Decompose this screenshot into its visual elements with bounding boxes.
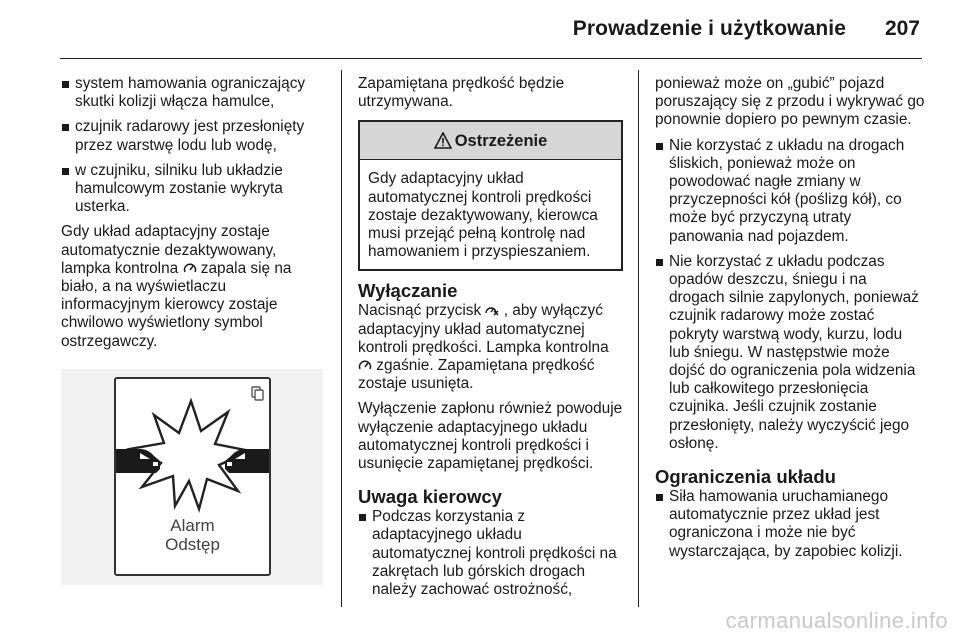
intro-paragraph: Zapamiętana prędkość będzie utrzymywana. — [358, 75, 565, 111]
column-2 — [358, 75, 623, 606]
cruise-control-icon — [358, 359, 372, 371]
page-header — [0, 0, 960, 60]
watermark: carmanualsonline.info — [725, 608, 948, 633]
heading-ograniczenia: Ograniczenia układu — [655, 466, 836, 488]
list-item: Nie korzystać z układu na drogach śliskich, ponieważ może on powodować nagłe zmiany w przyczepności kół (poślizg kół), co może być przyczyną utraty panowania nad pojazdem. — [655, 137, 925, 246]
switch-off-paragraph — [358, 302, 623, 393]
alarm-label: Alarm — [170, 515, 215, 535]
distance-label: Odstęp — [165, 534, 220, 554]
deactivation-text-1: Gdy układ adaptacyjny zostaje automatycznie dezaktywowany, lampka kontrolna — [61, 223, 277, 277]
driver-info-display — [114, 377, 271, 576]
column-divider-2 — [638, 70, 639, 607]
deactivation-paragraph — [61, 223, 329, 350]
ignition-paragraph: Wyłączenie zapłonu również powoduje wyłączenie adaptacyjnego układu automatycznej kontroli prędkości i usunięcie zapamiętanej prędkości. — [358, 400, 623, 473]
heading-uwaga-kierowcy: Uwaga kierowcy — [358, 486, 502, 508]
switch-off-text-2: , aby wyłączyć adaptacyjny układ automatycznej kontroli prędkości. Lampka kontrolna — [358, 302, 609, 356]
warning-triangle-icon — [434, 132, 452, 150]
warning-display-figure — [61, 369, 323, 585]
list-item: Nie korzystać z układu podczas opadów deszczu, śniegu i na drogach silnie zapylonych, ponieważ czujnik radarowy może zostać pokryty warstwą wody, kurzu, lodu lub śniegu. W następstwie może dojść do ograniczenia pola widzenia lub całkowitego przesłonięcia czujnika. Jeśli czujnik zostanie przesłonięty, należy wyczyścić jego osłonę. — [655, 253, 925, 453]
list-item: czujnik radarowy jest przesłonięty przez warstwę lodu lub wodę, — [61, 118, 329, 154]
list-item: w czujniku, silniku lub układzie hamulcowym zostanie wykryta usterka. — [61, 162, 329, 217]
cruise-cancel-button-icon — [485, 304, 499, 316]
column-3 — [655, 75, 925, 568]
warning-box — [358, 120, 623, 271]
list-item: Siła hamowania uruchamianego automatycznie przez układ jest ograniczona i może nie być wystarczająca, by zapobiec kolizji. — [655, 488, 925, 561]
warning-header — [360, 122, 621, 160]
switch-off-text-3: zgaśnie. Zapamiętana prędkość zostaje usunięta. — [358, 357, 595, 393]
warning-title: Ostrzeżenie — [454, 131, 548, 150]
column-divider-1 — [341, 70, 342, 607]
page-number: 207 — [884, 17, 920, 40]
heading-wylaczanie: Wyłączanie — [358, 280, 458, 302]
deactivation-text-2: zapala się na biało, a na wyświetlaczu informacyjnym kierowcy zostaje chwilowo wyświetlony symbol ostrzegawczy. — [61, 259, 292, 350]
warning-body: Gdy adaptacyjny układ automatycznej kontroli prędkości zostaje dezaktywowany, kierowca musi przejąć pełną kontrolę nad hamowaniem i przyspieszaniem. — [368, 170, 598, 261]
switch-off-text-1: Nacisnąć przycisk — [358, 302, 482, 320]
copy-icon — [252, 387, 263, 400]
continuation-paragraph: ponieważ może on „gubić” pojazd poruszający się z przodu i wykrywać go ponownie dopiero po pewnym czasie. — [655, 75, 925, 129]
header-divider — [60, 58, 922, 59]
cruise-control-icon — [183, 262, 197, 274]
section-title: Prowadzenie i użytkowanie — [572, 17, 846, 40]
column-1 — [61, 75, 329, 585]
list-item: system hamowania ograniczający skutki kolizji włącza hamulce, — [61, 75, 329, 111]
list-item: Podczas korzystania z adaptacyjnego układu automatycznej kontroli prędkości na zakrętach lub górskich drogach należy zachować ostrożność, — [358, 508, 623, 599]
